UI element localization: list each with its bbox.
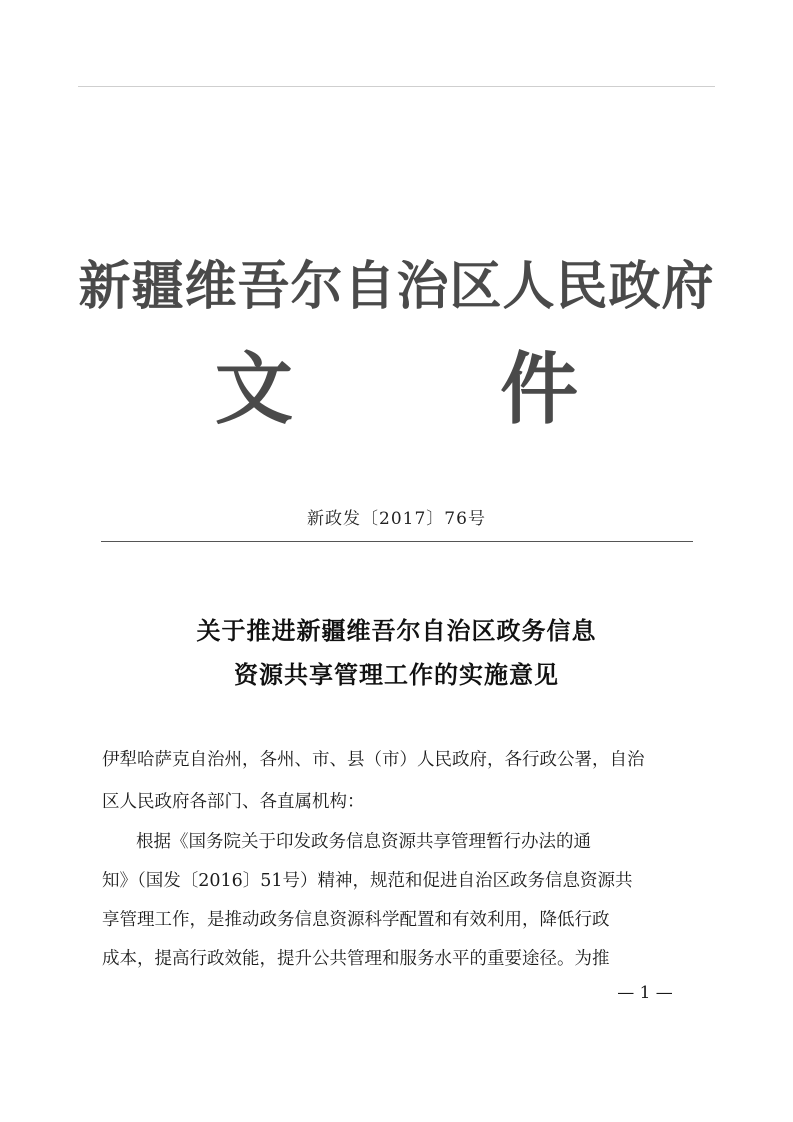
salutation-line-2: 区人民政府各部门、各直属机构： bbox=[102, 792, 365, 812]
page-number: — 1 — bbox=[617, 983, 673, 1003]
document-type: 文 件 bbox=[214, 345, 669, 435]
paragraph-line-3: 享管理工作，是推动政务信息资源科学配置和有效利用，降低行政 bbox=[102, 910, 610, 930]
paragraph-line-2: 知》（国发〔2016〕51号）精神，规范和促进自治区政务信息资源共 bbox=[102, 871, 633, 891]
top-rule bbox=[78, 86, 715, 87]
document-title-line-2: 资源共享管理工作的实施意见 bbox=[234, 660, 559, 689]
issuer-name: 新疆维吾尔自治区人民政府 bbox=[78, 257, 715, 317]
header-divider bbox=[101, 541, 693, 542]
paragraph-line-1: 根据《国务院关于印发政务信息资源共享管理暂行办法的通 bbox=[136, 832, 591, 852]
paragraph-line-4: 成本，提高行政效能，提升公共管理和服务水平的重要途径。为推 bbox=[102, 949, 610, 969]
document-title-line-1: 关于推进新疆维吾尔自治区政务信息 bbox=[196, 616, 597, 645]
document-number: 新政发〔2017〕76号 bbox=[307, 509, 486, 529]
salutation-line-1: 伊犁哈萨克自治州，各州、市、县（市）人民政府，各行政公署，自治 bbox=[102, 750, 645, 770]
